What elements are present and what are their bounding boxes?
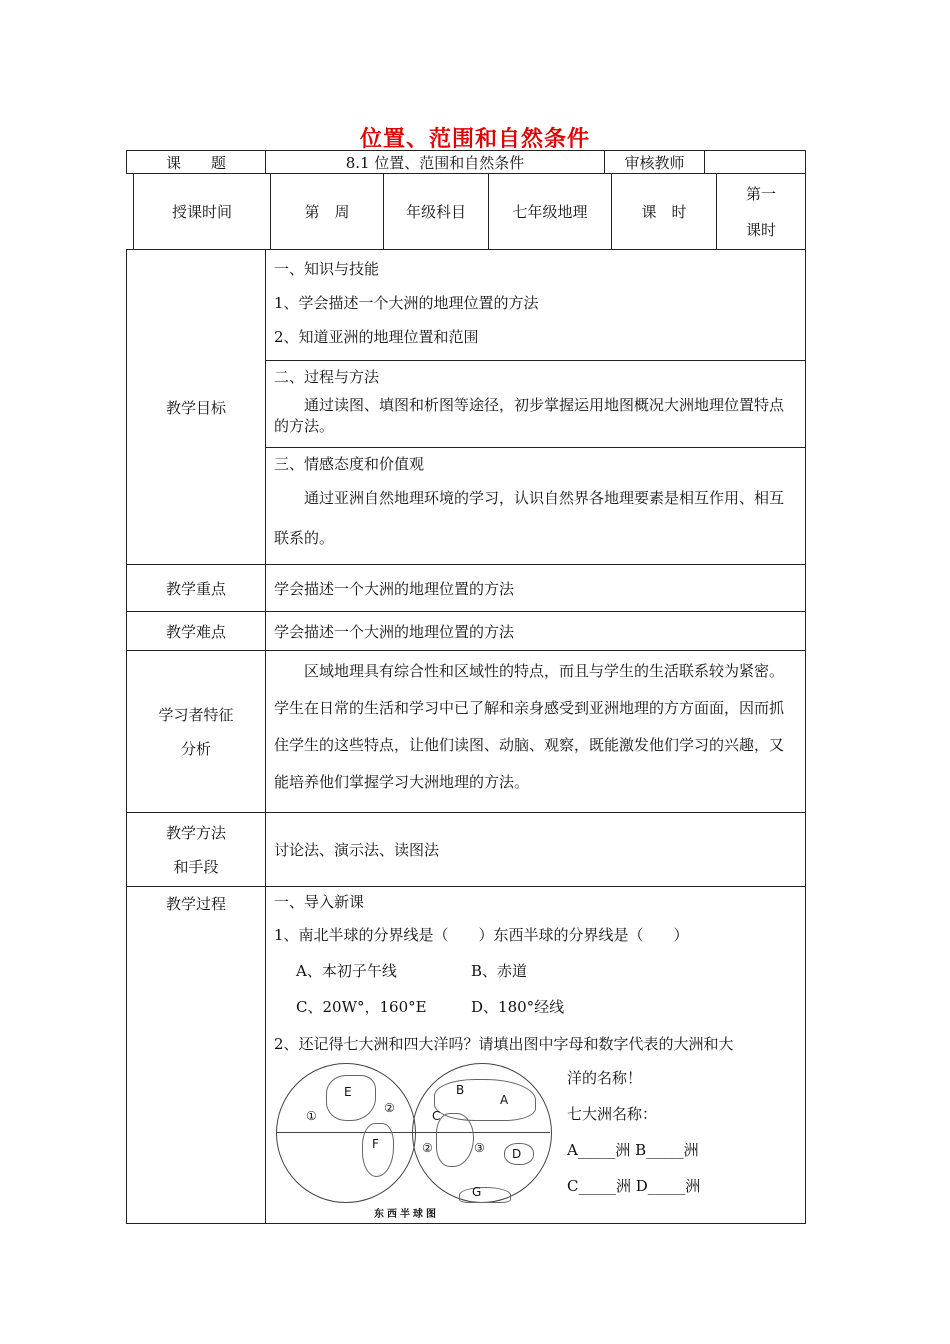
map-label-a: A <box>500 1093 509 1107</box>
period-label: 课 时 <box>612 174 717 250</box>
learners-label-line1: 学习者特征 <box>158 705 234 724</box>
key-point-text: 学会描述一个大洲的地理位置的方法 <box>266 565 806 612</box>
question-2: 2、还记得七大洲和四大洋吗？请填出图中字母和数字代表的大洲和大 <box>274 1035 734 1053</box>
difficulty-label: 教学难点 <box>127 612 266 651</box>
objectives-label: 教学目标 <box>127 250 266 565</box>
option-d: D、180°经线 <box>471 998 565 1016</box>
option-c: C、20W°，160°E <box>296 998 427 1016</box>
objectives-s1-item1: 1、学会描述一个大洲的地理位置的方法 <box>274 294 539 312</box>
objectives-s3-title: 三、情感态度和价值观 <box>274 455 425 473</box>
grade-label: 年级科目 <box>384 174 489 250</box>
reviewer-value <box>705 151 806 174</box>
map-label-e: E <box>344 1085 352 1099</box>
process-content <box>266 887 806 1224</box>
grade-value: 七年级地理 <box>489 174 612 250</box>
learners-text: 区域地理具有综合性和区域性的特点，而且与学生的生活联系较为紧密。学生在日常的生活和学习中已了解和亲身感受到亚洲地理的方方面面，因而抓住学生的这些特点，让他们读图、动脑、观察，既能激发他们学习的兴趣，又能培养他们掌握学习大洲地理的方法。 <box>274 662 785 791</box>
learners-content <box>266 651 806 813</box>
period-value <box>717 174 806 250</box>
objectives-content <box>266 250 806 565</box>
map-label-ocean-3: ③ <box>474 1141 485 1155</box>
methods-text: 讨论法、演示法、读图法 <box>266 813 806 887</box>
question-1: 1、南北半球的分界线是（ ）东西半球的分界线是（ ） <box>274 926 689 944</box>
methods-label <box>127 813 266 887</box>
key-point-label: 教学重点 <box>127 565 266 612</box>
header-table-schedule <box>133 173 806 250</box>
objectives-s1-title: 一、知识与技能 <box>274 260 380 278</box>
antarctica-shape <box>459 1187 511 1203</box>
page-title: 位置、范围和自然条件 <box>359 127 590 152</box>
question-1-options-ab <box>274 955 797 987</box>
map-label-ocean-1: ① <box>306 1109 317 1123</box>
continents-label: 七大洲名称： <box>567 1105 658 1123</box>
reviewer-label: 审核教师 <box>605 151 705 174</box>
map-label-g: G <box>472 1185 482 1199</box>
map-label-d: D <box>512 1147 522 1161</box>
map-label-b: B <box>456 1083 465 1097</box>
period-value-line1: 第一 <box>745 184 776 203</box>
learners-label <box>127 651 266 813</box>
difficulty-text: 学会描述一个大洲的地理位置的方法 <box>266 612 806 651</box>
equator-line <box>276 1132 550 1133</box>
option-b: B、赤道 <box>471 962 528 980</box>
map-caption: 东西半球图 <box>374 1209 439 1220</box>
learners-label-line2: 分析 <box>180 739 211 758</box>
process-label: 教学过程 <box>127 887 266 1224</box>
map-label-ocean-2-east: ② <box>422 1141 433 1155</box>
time-label: 授课时间 <box>134 174 271 250</box>
objectives-s2-title: 二、过程与方法 <box>274 368 380 386</box>
week-value: 第 周 <box>271 174 384 250</box>
process-intro: 一、导入新课 <box>274 893 365 911</box>
course-label: 课 题 <box>127 151 266 174</box>
hemisphere-map <box>274 1061 559 1220</box>
map-label-f: F <box>372 1137 379 1151</box>
header-table-course <box>126 150 806 174</box>
period-value-line2: 课时 <box>745 220 776 239</box>
fill-ab[interactable]: A_____洲 B_____洲 <box>567 1141 699 1159</box>
objectives-s3-text: 通过亚洲自然地理环境的学习，认识自然界各地理要素是相互作用、相互联系的。 <box>274 489 785 547</box>
question-2-continued: 洋的名称！ <box>567 1069 643 1087</box>
objectives-s1-item2: 2、知道亚洲的地理位置和范围 <box>274 328 479 346</box>
fill-cd[interactable]: C_____洲 D_____洲 <box>567 1177 701 1195</box>
methods-label-line2: 和手段 <box>173 857 219 876</box>
map-fill-in <box>567 1061 700 1203</box>
question-1-options-cd <box>274 987 797 1027</box>
map-label-c: C <box>432 1109 441 1123</box>
objectives-s2-text: 通过读图、填图和析图等途径，初步掌握运用地图概况大洲地理位置特点的方法。 <box>274 396 785 435</box>
map-label-ocean-2-west: ② <box>384 1101 395 1115</box>
methods-label-line1: 教学方法 <box>165 823 226 842</box>
option-a: A、本初子午线 <box>296 962 397 980</box>
course-value: 8.1 位置、范围和自然条件 <box>266 151 605 174</box>
map-area <box>274 1061 797 1221</box>
lesson-plan-table <box>126 249 806 1224</box>
